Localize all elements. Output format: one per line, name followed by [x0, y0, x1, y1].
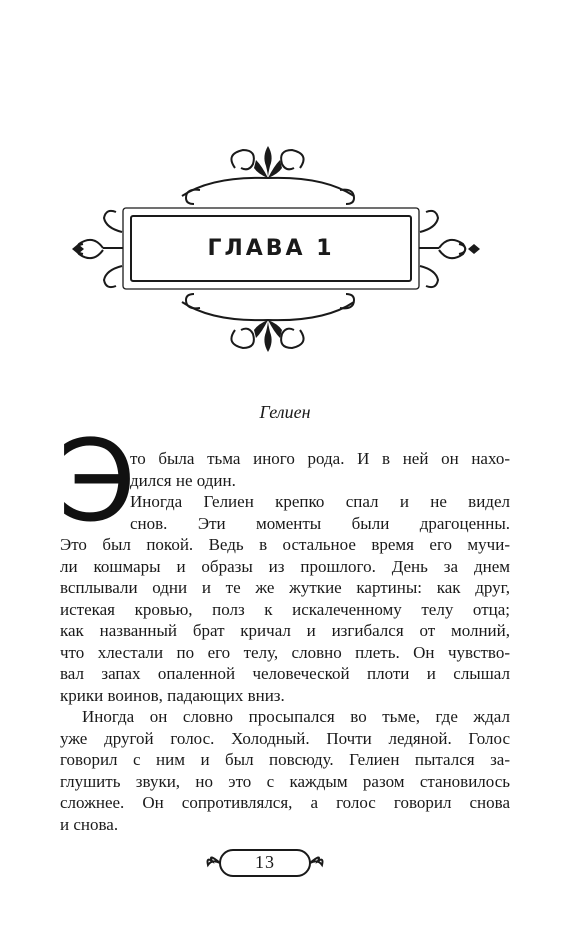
text-line: то была тьма иного рода. И в ней он нахо- [130, 449, 510, 468]
text-line: как названный брат кричал и изгибался от молний, [60, 621, 510, 640]
drop-cap-letter: Э [58, 417, 137, 547]
text-line: вал запах опаленной человеческой плоти и слышал [60, 664, 510, 683]
text-line: глушить звуки, но это с каждым разом становилось [60, 772, 510, 791]
text-line: говорил с ним и был повсюду. Гелиен пытался за- [60, 750, 510, 769]
text-line: дился не один. [130, 471, 236, 490]
chapter-title: ГЛАВА 1 [207, 236, 335, 261]
text-line: ли кошмары и образы из прошлого. День за днем [60, 557, 510, 576]
page-number: 13 [255, 852, 275, 872]
text-line: всплывали одни и те же жуткие картины: как друг, [60, 578, 510, 597]
text-line: крики воинов, падающих вниз. [60, 686, 285, 705]
text-line: Это был покой. Ведь в остальное время его мучи- [60, 535, 510, 554]
text-line: уже другой голос. Холодный. Почти ледяной. Голос [60, 729, 510, 748]
text-line: снов. Эти моменты были драгоценны. [130, 514, 510, 533]
chapter-subtitle: Гелиен [259, 402, 311, 422]
text-line: что хлестали по его телу, словно плеть. Он чувство- [60, 643, 510, 662]
text-line: Иногда он словно просыпался во тьме, где ждал [82, 707, 510, 726]
text-line: истекая кровью, полз к искалеченному телу отца; [60, 600, 510, 619]
text-line: Иногда Гелиен крепко спал и не видел [130, 492, 510, 511]
text-line: и снова. [60, 815, 119, 834]
text-line: сложнее. Он сопротивлялся, а голос говорил снова [60, 793, 510, 812]
